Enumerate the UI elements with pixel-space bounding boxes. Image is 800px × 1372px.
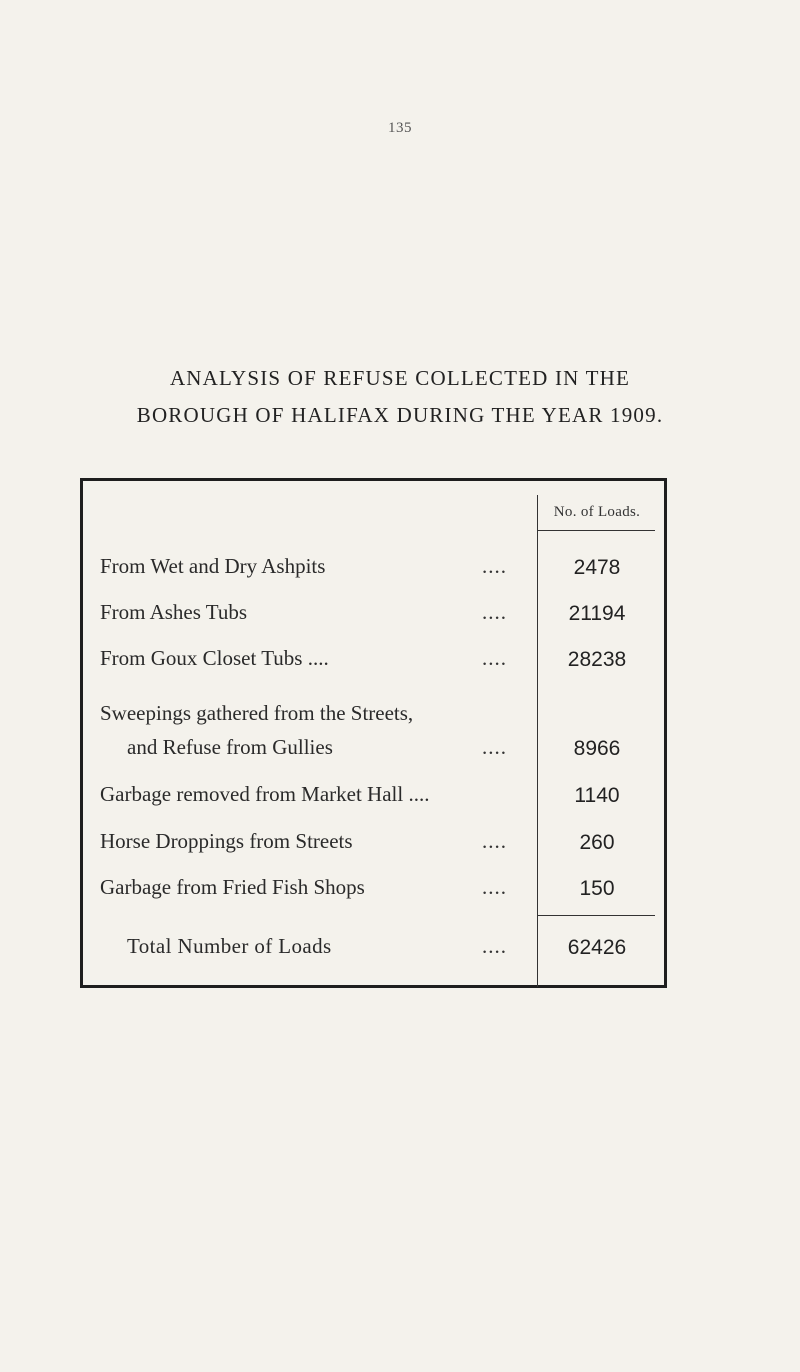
- row-value-sweepings: 8966: [573, 737, 621, 760]
- row-dots: ....: [482, 554, 507, 578]
- page-number: 135: [388, 120, 412, 136]
- row-dots: ....: [482, 646, 507, 670]
- row-value-wet-dry-ashpits: 2478: [573, 556, 621, 579]
- total-rule: [537, 915, 655, 916]
- header-rule: [537, 530, 655, 531]
- row-value-fried-fish-shops: 150: [579, 877, 615, 900]
- row-label-sweepings-line-1: Sweepings gathered from the Streets,: [100, 701, 414, 725]
- page-title-line-1: ANALYSIS OF REFUSE COLLECTED IN THE: [169, 366, 631, 390]
- row-value-horse-droppings: 260: [579, 831, 615, 854]
- row-label-ashes-tubs: From Ashes Tubs: [100, 600, 248, 624]
- row-dots: ....: [482, 735, 507, 759]
- page-title-line-2: BOROUGH OF HALIFAX DURING THE YEAR 1909.: [136, 403, 664, 427]
- row-dots: ....: [482, 600, 507, 624]
- row-label-sweepings-line-2: and Refuse from Gullies: [127, 735, 333, 759]
- row-value-goux-closet-tubs: 28238: [567, 648, 627, 671]
- row-label-horse-droppings: Horse Droppings from Streets: [100, 829, 353, 853]
- row-label-goux-closet-tubs: From Goux Closet Tubs ....: [100, 646, 329, 670]
- total-label: Total Number of Loads: [127, 934, 332, 958]
- row-dots: ....: [482, 934, 507, 958]
- row-value-ashes-tubs: 21194: [568, 602, 626, 625]
- row-value-market-hall: 1140: [574, 784, 620, 807]
- total-value: 62426: [567, 936, 627, 959]
- row-label-market-hall: Garbage removed from Market Hall ....: [100, 782, 430, 806]
- row-dots: ....: [482, 829, 507, 853]
- column-header-loads: No. of Loads.: [553, 504, 641, 520]
- row-dots: ....: [482, 875, 507, 899]
- row-label-fried-fish-shops: Garbage from Fried Fish Shops: [100, 875, 365, 899]
- row-label-wet-dry-ashpits: From Wet and Dry Ashpits: [100, 554, 326, 578]
